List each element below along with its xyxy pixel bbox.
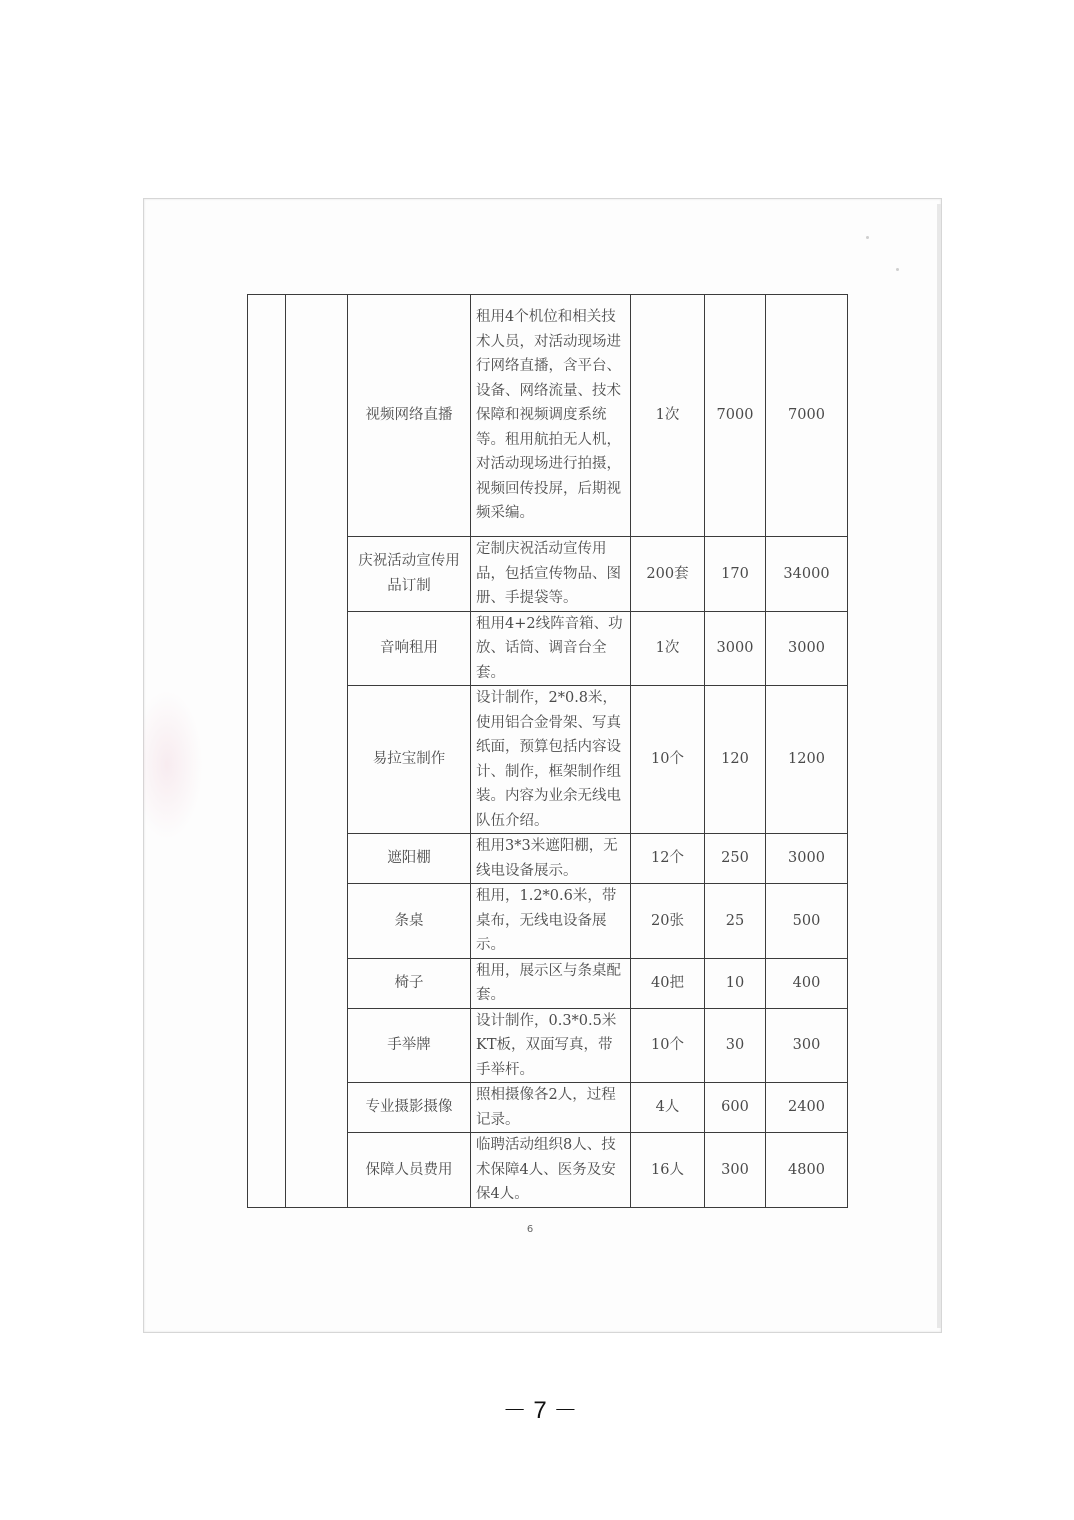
quantity-cell: 40把 xyxy=(631,958,705,1008)
item-description-cell: 租用4个机位和相关技术人员，对活动现场进行网络直播，含平台、设备、网络流量、技术保障和视频调度系统等。租用航拍无人机，对活动现场进行拍摄，视频回传投屏，后期视频采编。 xyxy=(471,295,631,537)
scan-speck xyxy=(866,236,869,239)
merged-subcategory-cell xyxy=(286,295,348,1208)
item-description-cell: 租用，1.2*0.6米，带桌布，无线电设备展示。 xyxy=(471,884,631,959)
quantity-cell: 16人 xyxy=(631,1133,705,1208)
total-cell: 3000 xyxy=(766,611,848,686)
quantity-cell: 4人 xyxy=(631,1083,705,1133)
quantity-cell: 1次 xyxy=(631,295,705,537)
unit-price-cell: 250 xyxy=(705,834,766,884)
item-name-cell: 庆祝活动宣传用品订制 xyxy=(348,537,471,612)
scan-speck xyxy=(896,268,899,271)
item-name-cell: 椅子 xyxy=(348,958,471,1008)
quantity-cell: 20张 xyxy=(631,884,705,959)
merged-category-cell xyxy=(248,295,286,1208)
table-row xyxy=(248,295,848,537)
item-name-cell: 条桌 xyxy=(348,884,471,959)
item-description-cell: 设计制作，0.3*0.5米KT板，双面写真，带手举杆。 xyxy=(471,1008,631,1083)
item-description-cell: 照相摄像各2人，过程记录。 xyxy=(471,1083,631,1133)
item-name-cell: 保障人员费用 xyxy=(348,1133,471,1208)
total-cell: 3000 xyxy=(766,834,848,884)
item-description-cell: 临聘活动组织8人、技术保障4人、医务及安保4人。 xyxy=(471,1133,631,1208)
item-name-cell: 手举牌 xyxy=(348,1008,471,1083)
item-description-cell: 设计制作，2*0.8米，使用铝合金骨架、写真纸面，预算包括内容设计、制作，框架制作组装。内容为业余无线电队伍介绍。 xyxy=(471,686,631,834)
total-cell: 400 xyxy=(766,958,848,1008)
item-name-cell: 易拉宝制作 xyxy=(348,686,471,834)
quantity-cell: 12个 xyxy=(631,834,705,884)
item-description-cell: 租用3*3米遮阳棚，无线电设备展示。 xyxy=(471,834,631,884)
unit-price-cell: 120 xyxy=(705,686,766,834)
scan-edge-shadow xyxy=(937,204,941,1328)
page-number: － 7 － xyxy=(502,1397,578,1424)
item-name-cell: 遮阳棚 xyxy=(348,834,471,884)
item-description-cell: 租用4+2线阵音箱、功放、话筒、调音台全套。 xyxy=(471,611,631,686)
total-cell: 300 xyxy=(766,1008,848,1083)
item-description-cell: 定制庆祝活动宣传用品，包括宣传物品、图册、手提袋等。 xyxy=(471,537,631,612)
unit-price-cell: 30 xyxy=(705,1008,766,1083)
total-cell: 500 xyxy=(766,884,848,959)
total-cell: 4800 xyxy=(766,1133,848,1208)
unit-price-cell: 7000 xyxy=(705,295,766,537)
item-name-cell: 专业摄影摄像 xyxy=(348,1083,471,1133)
unit-price-cell: 25 xyxy=(705,884,766,959)
total-cell: 7000 xyxy=(766,295,848,537)
unit-price-cell: 3000 xyxy=(705,611,766,686)
budget-table xyxy=(247,294,848,1208)
unit-price-cell: 600 xyxy=(705,1083,766,1133)
quantity-cell: 10个 xyxy=(631,686,705,834)
faint-seal-trace xyxy=(143,690,203,840)
item-description-cell: 租用，展示区与条桌配套。 xyxy=(471,958,631,1008)
total-cell: 1200 xyxy=(766,686,848,834)
item-name-cell: 视频网络直播 xyxy=(348,295,471,537)
quantity-cell: 200套 xyxy=(631,537,705,612)
unit-price-cell: 300 xyxy=(705,1133,766,1208)
unit-price-cell: 10 xyxy=(705,958,766,1008)
quantity-cell: 1次 xyxy=(631,611,705,686)
item-name-cell: 音响租用 xyxy=(348,611,471,686)
total-cell: 2400 xyxy=(766,1083,848,1133)
total-cell: 34000 xyxy=(766,537,848,612)
inner-page-number: 6 xyxy=(526,1224,534,1235)
quantity-cell: 10个 xyxy=(631,1008,705,1083)
unit-price-cell: 170 xyxy=(705,537,766,612)
